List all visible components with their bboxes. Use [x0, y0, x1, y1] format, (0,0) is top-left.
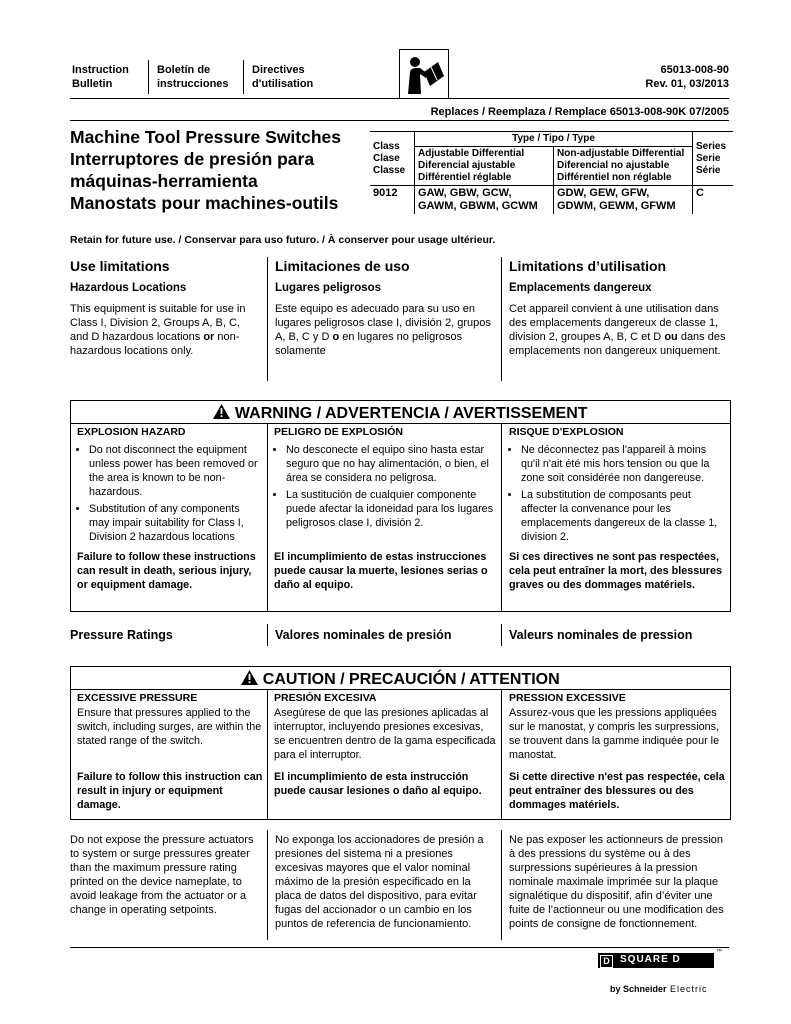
- replaces-line: Replaces / Reemplaza / Remplace 65013-008-90K 07/2005: [430, 106, 729, 118]
- section-heading: Use limitations: [70, 258, 170, 274]
- type-header: Type / Tipo / Type: [415, 132, 693, 147]
- caution-en: [77, 691, 263, 748]
- column-divider: [267, 257, 268, 381]
- caution-text: Asegúrese de que las presiones aplicadas al interruptor, incluyendo presiones excesivas, se encuentren dentro de la gama especificada para el interruptor.: [274, 707, 496, 761]
- read-instructions-icon: [399, 49, 449, 99]
- use-limitations-es: [275, 258, 495, 358]
- pressure-ratings-en: Pressure Ratings: [70, 628, 173, 642]
- document-number: 65013-008-90 Rev. 01, 03/2013: [645, 64, 729, 90]
- caution-subheading: PRESIÓN EXCESIVA: [274, 692, 377, 704]
- nonadjustable-value: GDW, GEW, GFW, GDWM, GEWM, GFWM: [554, 186, 693, 215]
- caution-fr: [509, 691, 727, 762]
- header-divider: [148, 60, 149, 94]
- caution-footer-fr: Si cette directive n'est pas respectée, cela peut entraîner des blessures ou des dommages matériels.: [509, 771, 725, 811]
- warning-subheading: EXPLOSION HAZARD: [77, 426, 186, 438]
- series-header: Series Serie Série: [693, 132, 734, 186]
- column-divider: [267, 689, 268, 819]
- list-item: • Ne déconnectez pas l'appareil à moins qu'il n'ait été mis hors tension ou que la zone soit considérée non dangereuse.: [521, 443, 727, 485]
- column-divider: [267, 624, 268, 646]
- caution-title: CAUTION / PRECAUCIÓN / ATTENTION: [71, 670, 730, 689]
- class-value: 9012: [370, 186, 415, 215]
- column-divider: [501, 423, 502, 611]
- series-value: C: [693, 186, 734, 215]
- header-divider: [243, 60, 244, 94]
- warning-subheading: PELIGRO DE EXPLOSIÓN: [274, 426, 403, 438]
- page-title: Machine Tool Pressure Switches Interruptores de presión para máquinas-herramienta Manostats pour machines-outils: [70, 127, 342, 213]
- column-divider: [501, 624, 502, 646]
- trademark: ™: [716, 949, 722, 955]
- use-limitations-en: [70, 258, 260, 358]
- pressure-ratings-es: Valores nominales de presión: [275, 628, 452, 642]
- warning-en: [77, 425, 263, 547]
- section-heading: Limitations d’utilisation: [509, 258, 667, 274]
- section-subheading: Emplacements dangereux: [509, 282, 652, 294]
- warning-footer-fr: Si ces directives ne sont pas respectées, cela peut entraîner la mort, des blessures graves ou des dommages matériels.: [509, 551, 723, 591]
- caution-subheading: EXCESSIVE PRESSURE: [77, 692, 198, 704]
- square-d-wordmark: SQUARE D: [620, 954, 681, 965]
- warning-fr: [509, 425, 727, 547]
- warning-es: [274, 425, 496, 533]
- use-limitations-fr: [509, 258, 731, 358]
- section-text: Este equipo es adecuado para su uso en lugares peligrosos clase I, división 2, grupos A, B, C y D o en lugares no peligrosos solamente: [275, 303, 491, 357]
- header-rule: [70, 98, 729, 99]
- actuators-en: Do not expose the pressure actuators to system or surge pressures greater than the maximum pressure rating printed on the device nameplate, to avoid leakage from the actuator or a change in operating setpoints.: [70, 834, 254, 916]
- actuators-fr: Ne pas exposer les actionneurs de pression à des pressions du système ou à des surpressions supérieures à la pression nominale maximale imprimée sur la plaque signalétique du dispositif, afin d’éviter une fuite de l’actionneur ou une modification des points de consigne de fonctionnement.: [509, 834, 724, 930]
- caution-subheading: PRESSION EXCESSIVE: [509, 692, 626, 704]
- footer-rule: [70, 947, 729, 948]
- list-item: • La sustitución de cualquier componente puede afectar la idoneidad para los lugares peligrosos clase I, división 2.: [286, 488, 496, 530]
- column-divider: [267, 830, 268, 940]
- caution-footer-en: Failure to follow this instruction can result in injury or equipment damage.: [77, 771, 263, 811]
- caution-footer-es: El incumplimiento de esta instrucción puede causar lesiones o daño al equipo.: [274, 771, 482, 797]
- warning-box: [70, 400, 731, 612]
- adjustable-header: Adjustable Differential Diferencial ajustable Différentiel réglable: [415, 147, 554, 186]
- column-divider: [501, 257, 502, 381]
- list-item: • Substitution of any components may impair suitability for Class I, Division 2 hazardous locations: [89, 502, 263, 544]
- header-boletin: Boletín de instrucciones: [157, 64, 229, 90]
- adjustable-value: GAW, GBW, GCW, GAWM, GBWM, GCWM: [415, 186, 554, 215]
- section-heading: Limitaciones de uso: [275, 258, 410, 274]
- warning-footer-en: Failure to follow these instructions can result in death, serious injury, or equipment damage.: [77, 551, 256, 591]
- column-divider: [267, 423, 268, 611]
- schneider-electric-tagline: by Schneider Electric: [610, 984, 708, 994]
- nonadjustable-header: Non-adjustable Differential Diferencial no ajustable Différentiel non réglable: [554, 147, 693, 186]
- caution-text: Assurez-vous que les pressions appliquées sur le manostat, y compris les surpressions, se trouvent dans la gamme indiquée pour le manostat.: [509, 707, 720, 761]
- actuators-es: No exponga los accionadores de presión a presiones del sistema ni a presiones excesivas mayores que el valor nominal máximo de la presión especificado en la placa de datos del dispositivo, para evitar fugas del accionador o un cambio en los puntos de referencia de funcionamiento.: [275, 834, 484, 930]
- type-table: [370, 131, 733, 214]
- list-item: • Do not disconnect the equipment unless power has been removed or the area is known to be non-hazardous.: [89, 443, 263, 499]
- box-rule: [71, 423, 730, 424]
- section-subheading: Hazardous Locations: [70, 282, 187, 294]
- header-directives: Directives d'utilisation: [252, 64, 314, 90]
- warning-title: WARNING / ADVERTENCIA / AVERTISSEMENT: [71, 404, 730, 423]
- caution-text: Ensure that pressures applied to the switch, including surges, are within the stated range of the switch.: [77, 707, 262, 747]
- square-d-logo: [598, 953, 714, 968]
- column-divider: [501, 830, 502, 940]
- header-instruction-bulletin: Instruction Bulletin: [72, 64, 129, 90]
- caution-box: [70, 666, 731, 820]
- warning-footer-es: El incumplimiento de estas instrucciones puede causar la muerte, lesiones serias o daño al equipo.: [274, 551, 488, 591]
- header-rule: [70, 120, 729, 121]
- caution-es: [274, 691, 496, 762]
- list-item: • No desconecte el equipo sino hasta estar seguro que no hay alimentación, o bien, el área se considera no peligrosa.: [286, 443, 496, 485]
- section-subheading: Lugares peligrosos: [275, 282, 382, 294]
- pressure-ratings-fr: Valeurs nominales de pression: [509, 628, 693, 642]
- box-rule: [71, 689, 730, 690]
- warning-triangle-icon: [213, 405, 234, 422]
- section-text: This equipment is suitable for use in Class I, Division 2, Groups A, B, C, and D hazardous locations or non-hazardous locations only.: [70, 303, 246, 357]
- list-item: • La substitution de composants peut affecter la convenance pour les emplacements dangereux de la classe 1, division 2.: [521, 488, 727, 544]
- column-divider: [501, 689, 502, 819]
- square-d-mark: D: [600, 955, 613, 968]
- section-text: Cet appareil convient à une utilisation dans des emplacements dangereux de classe 1, division 2, groupes A, B, C et D ou dans des emplacements non dangereux uniquement.: [509, 303, 726, 357]
- caution-triangle-icon: [241, 671, 262, 688]
- class-header: Class Clase Classe: [370, 132, 415, 186]
- retain-notice: Retain for future use. / Conservar para uso futuro. / À conserver pour usage ultérieur.: [70, 234, 496, 246]
- warning-subheading: RISQUE D'EXPLOSION: [509, 426, 624, 438]
